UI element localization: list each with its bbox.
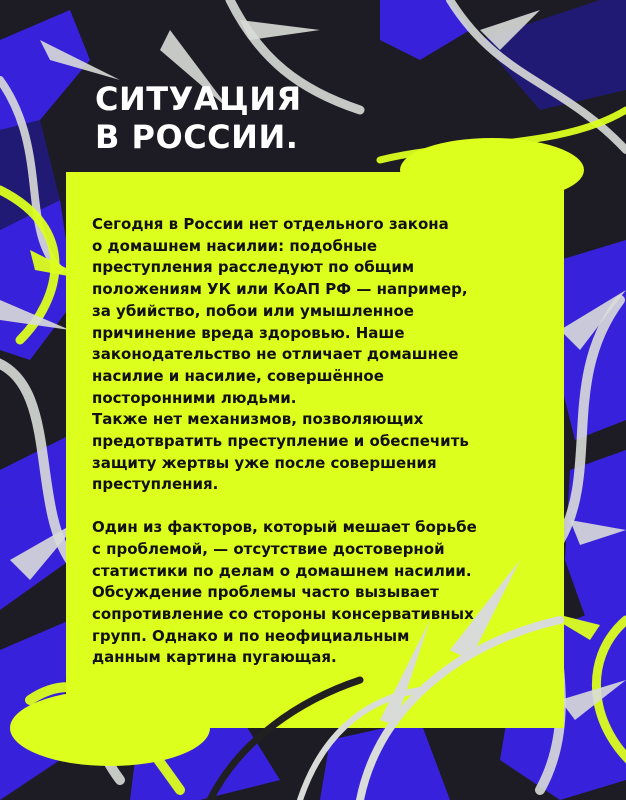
page-title [95, 80, 302, 156]
paragraph-2: Один из факторов, который мешает борьбе с проблемой, — отсутствие достоверной статистики по делам о домашнем насилии. Обсуждение проблемы часто вызывает сопротивление со стороны консервативных групп. Однако и по неофициальным данным картина пугающая. [92, 518, 477, 667]
title-line-1: СИТУАЦИЯ [95, 80, 302, 118]
paragraph-1: Сегодня в России нет отдельного закона о домашнем насилии: подобные преступления расследуют по общим положениям УК или КоАП РФ — например, за убийство, побои или умышленное причинение вреда здоровью. Наше законодательство не отличает домашнее насилие и насилие, совершённое посторонними людьми. Также нет механизмов, позволяющих предотвратить преступление и обеспечить защиту жертвы уже после совершения преступления. [92, 215, 469, 494]
title-line-2: В РОССИИ. [95, 118, 299, 156]
body-text [92, 214, 572, 669]
